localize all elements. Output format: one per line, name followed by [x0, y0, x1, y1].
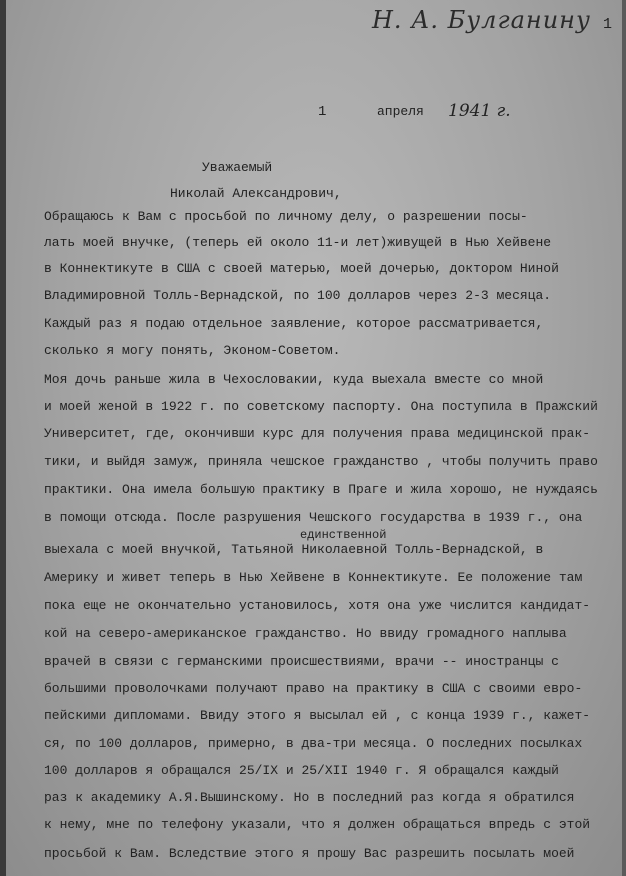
- body-line: Владимировной Толль-Вернадской, по 100 долларов через 2-3 месяца.: [44, 288, 552, 303]
- body-line: Обращаюсь к Вам с просьбой по личному делу, о разрешении посы-: [44, 209, 528, 224]
- body-line: практики. Она имела большую практику в Праге и жила хорошо, не нуждаясь: [44, 482, 598, 497]
- date-month: апреля: [377, 104, 424, 119]
- body-line: в помощи отсюда. После разрушения Чешского государства в 1939 г., она: [44, 510, 583, 525]
- body-line: ся, по 100 долларов, примерно, в два-три месяца. О последних посылках: [44, 736, 583, 751]
- body-line: в Коннектикуте в США с своей матерью, моей дочерью, доктором Ниной: [44, 261, 559, 276]
- body-line: Университет, где, окончивши курс для получения права медицинской прак-: [44, 426, 591, 441]
- body-line: раз к академику А.Я.Вышинскому. Но в последний раз когда я обратился: [44, 790, 575, 805]
- body-line: к нему, мне по телефону указали, что я должен обращаться впредь с этой: [44, 817, 591, 832]
- body-line: лать моей внучке, (теперь ей около 11-и лет)живущей в Нью Хейвене: [44, 235, 552, 250]
- date-day: 1: [318, 104, 327, 120]
- body-line: просьбой к Вам. Вследствие этого я прошу Вас разрешить посылать моей: [44, 846, 575, 861]
- body-line: тики, и выйдя замуж, приняла чешское гражданство , чтобы получить право: [44, 454, 598, 469]
- greeting-line-1: Уважаемый: [202, 160, 273, 175]
- handwritten-addressee: Н. А. Булганину: [372, 6, 591, 34]
- body-line: пока еще не окончательно установилось, хотя она уже числится кандидат-: [44, 598, 591, 613]
- body-line: 100 долларов я обращался 25/IX и 25/XII 1940 г. Я обращался каждый: [44, 763, 559, 778]
- body-line: кой на северо-американское гражданство. Но ввиду громадного наплыва: [44, 626, 567, 641]
- scan-edge-right: [622, 0, 626, 876]
- body-line: Каждый раз я подаю отдельное заявление, которое рассматривается,: [44, 316, 544, 331]
- interlinear-insertion: единственной: [300, 528, 387, 542]
- greeting-line-2: Николай Александрович,: [170, 186, 342, 201]
- date-year: 1941 г.: [448, 101, 511, 121]
- body-line: врачей в связи с германскими происшествиями, врачи -- иностранцы с: [44, 654, 559, 669]
- body-line: Моя дочь раньше жила в Чехословакии, куда выехала вместе со мной: [44, 372, 544, 387]
- body-line: большими проволочками получают право на практику в США с своими евро-: [44, 681, 583, 696]
- body-line: и моей женой в 1922 г. по советскому паспорту. Она поступила в Пражский: [44, 399, 598, 414]
- scan-edge-left: [0, 0, 6, 876]
- body-line: Америку и живет теперь в Нью Хейвене в Коннектикуте. Ее положение там: [44, 570, 583, 585]
- body-line: пейскими дипломами. Ввиду этого я высылал ей , с конца 1939 г., кажет-: [44, 708, 591, 723]
- body-line: сколько я могу понять, Эконом-Советом.: [44, 343, 341, 358]
- header-mark: 1: [603, 16, 613, 33]
- body-line: выехала с моей внучкой, Татьяной Николаевной Толль-Вернадской, в: [44, 542, 544, 557]
